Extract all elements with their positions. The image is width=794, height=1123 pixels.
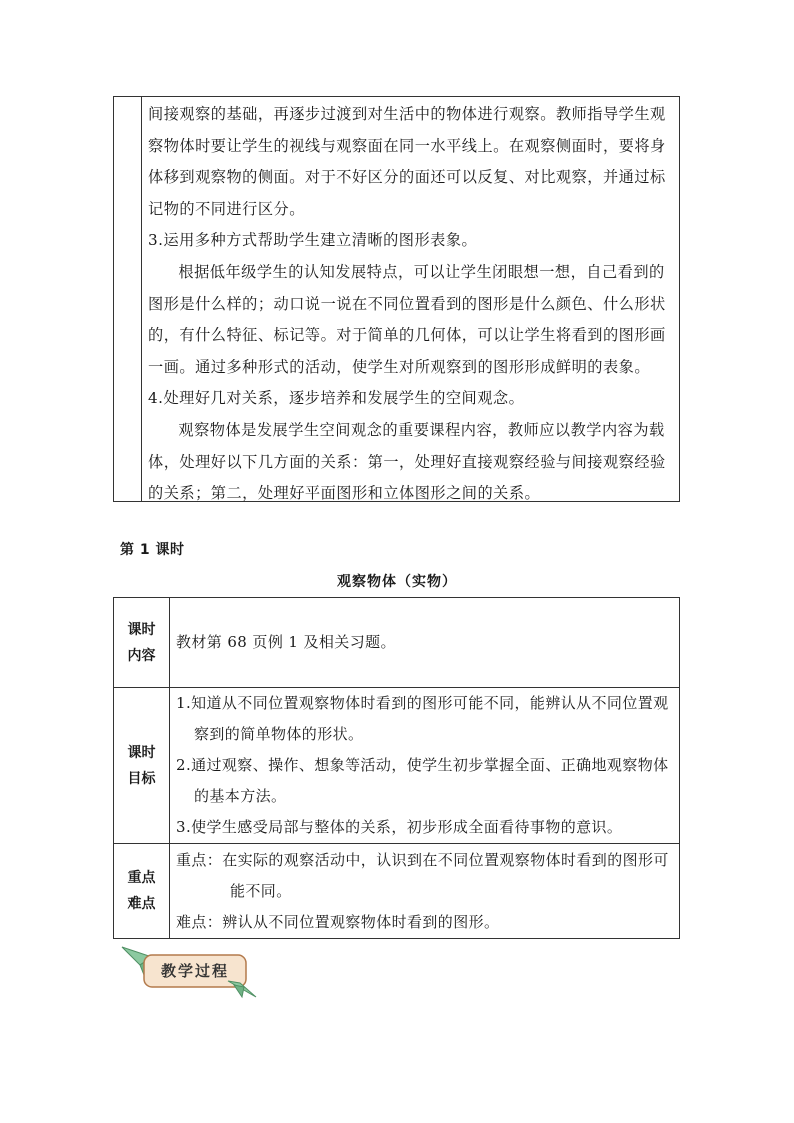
teaching-process-badge: [118, 941, 260, 999]
goal-item: 1.知道从不同位置观察物体时看到的图形可能不同，能辨认从不同位置观察到的简单物体的形状。: [176, 694, 669, 743]
row-header-line: 难点: [127, 896, 156, 912]
continuation-table-left-cell: [114, 97, 142, 501]
key-point-text: 重点：在实际的观察活动中，认识到在不同位置观察物体时看到的图形可能不同。: [176, 850, 669, 900]
row-header-line: 课时: [127, 744, 156, 761]
continuation-table-text-cell: [142, 97, 679, 501]
paragraph-heading: 4.处理好几对关系，逐步培养和发展学生的空间观念。: [148, 389, 525, 408]
paragraph-heading: 3.运用多种方式帮助学生建立清晰的图形表象。: [148, 231, 478, 250]
goal-item: 3.使学生感受局部与整体的关系，初步形成全面看待事物的意识。: [176, 818, 623, 836]
content-text: 教材第 68 页例 1 及相关习题。: [176, 633, 396, 651]
row-header-content: [114, 598, 170, 688]
lesson-topic-title: 观察物体（实物）: [337, 574, 457, 590]
table-row-goals: [114, 688, 680, 844]
content-cell: [170, 598, 680, 688]
lesson-plan-table: [113, 597, 680, 939]
paragraph: 根据低年级学生的认知发展特点，可以让学生闭眼想一想，自己看到的图形是什么样的；动口说一说在不同位置看到的图形是什么颜色、什么形状的，有什么特征、标记等。对于简单的几何体，可以让学生将看到的图形画一画。通过多种形式的活动，使学生对所观察到的图形形成鲜明的表象。: [148, 262, 666, 376]
row-header-line: 重点: [127, 870, 156, 886]
table-row-key-points: [114, 844, 680, 939]
paragraph: 观察物体是发展学生空间观念的重要课程内容，教师应以教学内容为载体，处理好以下几方面的关系：第一，处理好直接观察经验与间接观察经验的关系；第二，处理好平面图形和立体图形之间的关系。: [148, 420, 666, 503]
row-header-key-points: [114, 844, 170, 939]
key-points-cell: [170, 844, 680, 939]
row-header-line: 内容: [127, 647, 156, 664]
paragraph: 间接观察的基础，再逐步过渡到对生活中的物体进行观察。教师指导学生观察物体时要让学生的视线与观察面在同一水平线上。在观察侧面时，要将身体移到观察物的侧面。对于不好区分的面还可以反复、对比观察，并通过标记物的不同进行区分。: [148, 105, 666, 218]
row-header-goals: [114, 688, 170, 844]
difficulty-text: 难点：辨认从不同位置观察物体时看到的图形。: [176, 912, 500, 931]
row-header-line: 课时: [127, 621, 156, 638]
lesson-period-title: 第 1 课时: [120, 542, 185, 558]
goal-item: 2.通过观察、操作、想象等活动，使学生初步掌握全面、正确地观察物体的基本方法。: [176, 756, 669, 805]
row-header-line: 目标: [127, 770, 156, 787]
goals-cell: [170, 688, 680, 844]
continuation-table: [113, 96, 680, 502]
badge-label: 教学过程: [160, 962, 229, 980]
table-row-content: [114, 598, 680, 688]
